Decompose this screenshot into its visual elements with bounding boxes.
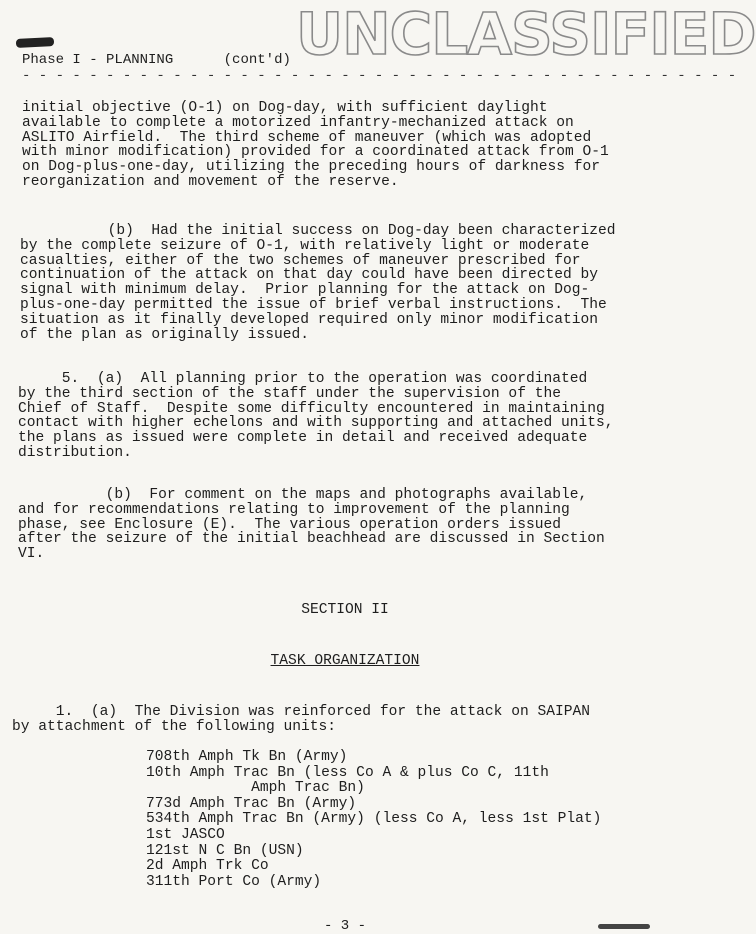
list-item: 708th Amph Tk Bn (Army) [146,749,348,765]
list-item: 121st N C Bn (USN) [146,842,304,859]
paragraph-5a: 5. (a) All planning prior to the operation was coordinated by the third section of the staff under the supervision of the Chief of Staff. Despite some difficulty encountered in maintaining contact with higher echelons and with supporting and attached units, the plans as issued were complete in detail and received adequate distribution. [18,371,614,461]
page-number: - 3 - [323,918,366,934]
unclassified-stamp: UNCLASSIFIED [296,0,756,68]
list-item: 311th Port Co (Army) [146,873,322,890]
section-title-wrap [0,653,690,669]
list-item: 2d Amph Trk Co [146,858,269,875]
list-item: 773d Amph Trac Bn (Army) [146,795,357,812]
header-title: Phase I - PLANNING [22,52,174,68]
paragraph-5b: (b) For comment on the maps and photographs available, and for recommendations relating to improvement of the planning phase, see Enclosure (E). The various operation orders issued after the seizure of the initial beachhead are discussed in Section VI. [18,487,605,563]
page-header [22,52,291,68]
header-rule: - - - - - - - - - - - - - - - - - - - - - - - - - - - - - - - - - - - - - - - - - - - [22,68,737,84]
paragraph-4b: (b) Had the initial success on Dog-day been characterized by the complete seizure of O-1, with relatively light or moderate casualties, either of the two schemes of maneuver prescribed for continuation of the attack on that day could have been directed by signal with minimum delay. Prior planning for the attack on Dog- plus-one-day permitted the issue of brief verbal instructions. The situation as it finally developed required only minor modification of the plan as originally issued. [20,223,616,343]
section-title: TASK ORGANIZATION [270,653,420,669]
list-item: 534th Amph Trac Bn (Army) (less Co A, less 1st Plat) [146,811,602,828]
unit-list [146,750,601,890]
ink-blot [16,37,54,48]
header-cont: (cont'd) [223,52,291,68]
paragraph-objective: initial objective (O-1) on Dog-day, with sufficient daylight available to complete a motorized infantry-mechanized attack on ASLITO Airfield. The third scheme of maneuver (which was adopted with minor modification) provided for a coordinated attack from O-1 on Dog-plus-one-day, utilizing the preceding hours of darkness for reorganization and movement of the reserve. [22,100,609,190]
list-item: 1st JASCO [146,826,225,843]
ink-blot [598,924,650,929]
paragraph-task: 1. (a) The Division was reinforced for the attack on SAIPAN by attachment of the following units: [12,704,591,735]
list-item: 10th Amph Trac Bn (less Co A & plus Co C, 11th Amph Trac Bn) [146,764,549,797]
section-number: SECTION II [301,602,389,618]
